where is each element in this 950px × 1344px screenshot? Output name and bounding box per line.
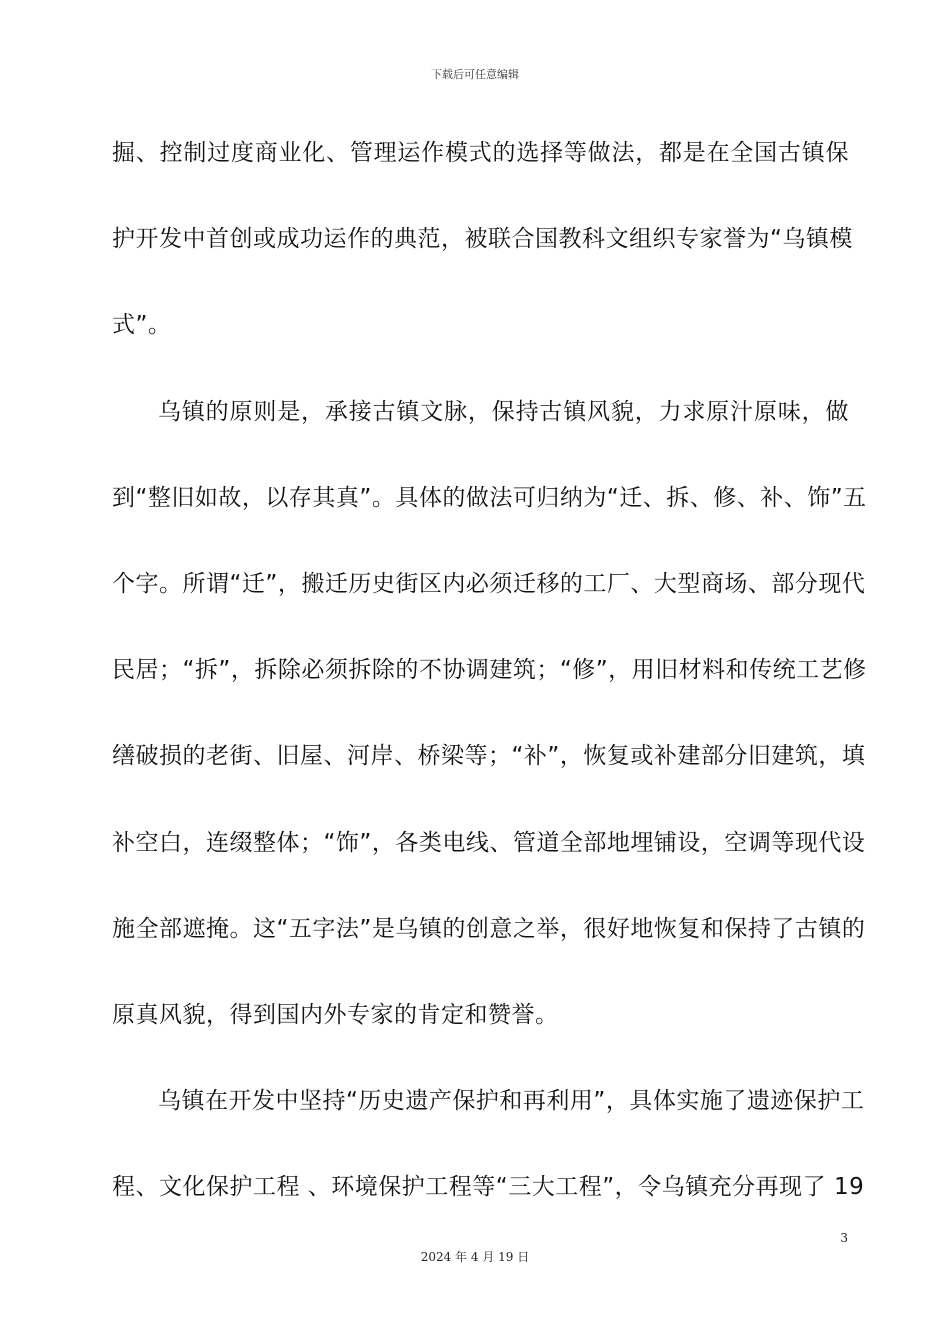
- text-line: 原真风貌，得到国内外专家的肯定和赞誉。: [112, 1001, 559, 1028]
- paragraph-start-line: 乌镇的原则是，承接古镇文脉，保持古镇风貌，力求原汁原味，做: [158, 398, 849, 425]
- text-line: 民居；“拆”，拆除必须拆除的不协调建筑；“修”，用旧材料和传统工艺修: [112, 657, 867, 684]
- text-line: 缮破损的老街、旧屋、河岸、桥梁等；“补”，恢复或补建部分旧建筑，填: [112, 743, 866, 770]
- text-line: 程、文化保护工程 、环境保护工程等“三大工程”，令乌镇充分再现了 19: [112, 1174, 865, 1201]
- text-line: 到“整旧如故，以存其真”。具体的做法可归纳为“迁、拆、修、补、饰”五: [112, 484, 867, 511]
- text-line: 个字。所谓“迁”，搬迁历史街区内必须迁移的工厂、大型商场、部分现代: [112, 570, 866, 597]
- document-body: [112, 128, 867, 1248]
- footer-date: 2024 年 4 月 19 日: [420, 1250, 530, 1264]
- paragraph-start-line: 乌镇在开发中坚持“历史遗产保护和再利用”，具体实施了遗迹保护工: [158, 1088, 865, 1115]
- text-line: 掘、控制过度商业化、管理运作模式的选择等做法，都是在全国古镇保: [112, 140, 849, 166]
- text-line: 护开发中首创或成功运作的典范，被联合国教科文组织专家誉为“乌镇模: [112, 226, 853, 253]
- text-line: 补空白，连缀整体；“饰”，各类电线、管道全部地埋铺设，空调等现代设: [112, 829, 866, 856]
- text-line: 施全部遮掩。这“五字法”是乌镇的创意之举，很好地恢复和保持了古镇的: [112, 915, 866, 942]
- text-line: 式”。: [112, 312, 172, 339]
- page-header: 下载后可任意编辑: [431, 68, 519, 81]
- page-number: 3: [840, 1231, 848, 1245]
